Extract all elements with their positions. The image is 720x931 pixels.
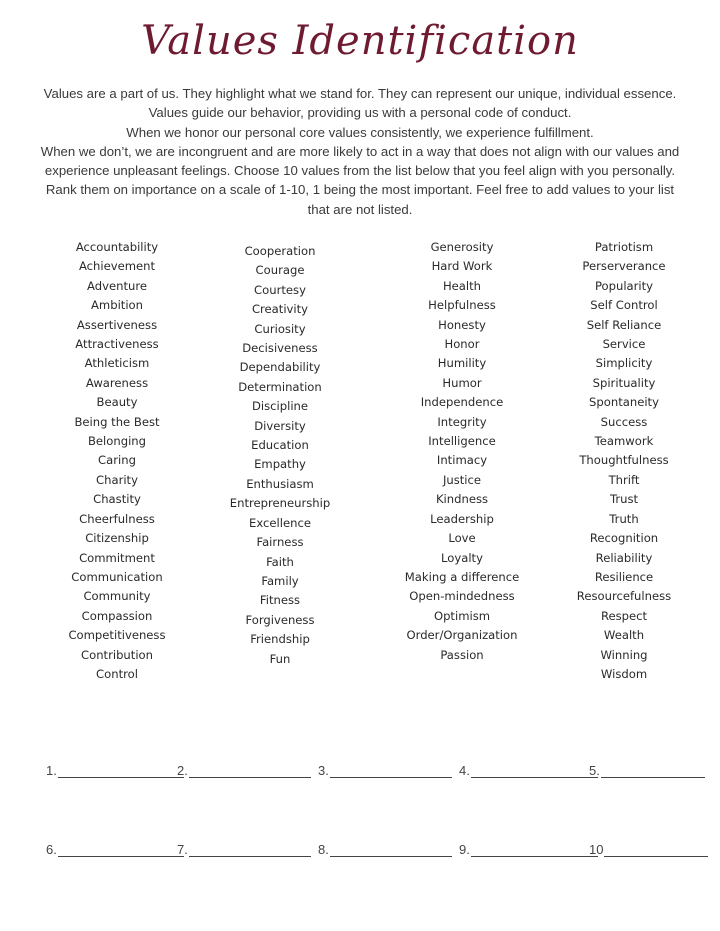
value-item: Self Control bbox=[590, 298, 658, 313]
value-item: Independence bbox=[420, 395, 504, 410]
rank-answer-line[interactable] bbox=[471, 842, 598, 857]
value-item: Teamwork bbox=[594, 434, 654, 449]
rank-blank[interactable] bbox=[177, 842, 311, 857]
intro-line: When we don’t, we are incongruent and are more likely to act in a way that does not align with our values and bbox=[40, 143, 680, 159]
value-item: Order/Organization bbox=[406, 628, 518, 643]
value-item: Compassion bbox=[81, 608, 153, 623]
value-item: Commitment bbox=[79, 550, 155, 565]
rank-blank[interactable] bbox=[459, 763, 598, 778]
rank-answer-line[interactable] bbox=[604, 842, 708, 857]
value-item: Perserverance bbox=[582, 259, 666, 274]
value-item: Thrift bbox=[608, 472, 640, 487]
value-item: Athleticism bbox=[84, 356, 150, 371]
rank-number: 4. bbox=[459, 763, 470, 778]
value-item: Truth bbox=[609, 511, 639, 526]
value-item: Self Reliance bbox=[586, 317, 662, 332]
value-item: Thoughtfulness bbox=[579, 453, 669, 468]
value-item: Integrity bbox=[437, 414, 487, 429]
value-item: Resilience bbox=[594, 569, 654, 584]
value-item: Simplicity bbox=[595, 356, 653, 371]
value-item: Awareness bbox=[85, 375, 149, 390]
value-item: Reliability bbox=[595, 550, 653, 565]
value-item: Cheerfulness bbox=[79, 511, 155, 526]
value-item: Caring bbox=[98, 453, 136, 468]
value-item: Excellence bbox=[249, 515, 311, 530]
rank-blank[interactable] bbox=[589, 842, 708, 857]
value-item: Competitiveness bbox=[68, 628, 166, 643]
value-item: Fun bbox=[269, 651, 291, 666]
value-item: Forgiveness bbox=[245, 612, 315, 627]
value-item: Diversity bbox=[254, 418, 306, 433]
value-item: Service bbox=[602, 337, 646, 352]
value-item: Wisdom bbox=[600, 666, 648, 681]
rank-answer-line[interactable] bbox=[189, 842, 311, 857]
value-item: Optimism bbox=[433, 608, 491, 623]
values-column-4 bbox=[544, 238, 704, 684]
intro-line: Rank them on importance on a scale of 1-10, 1 being the most important. Feel free to add values to your list bbox=[45, 182, 675, 198]
value-item: Friendship bbox=[250, 632, 310, 647]
value-item: Fitness bbox=[259, 593, 301, 608]
rank-blank[interactable] bbox=[459, 842, 598, 857]
rank-answer-line[interactable] bbox=[330, 763, 452, 778]
values-column-3 bbox=[382, 238, 542, 665]
rank-number: 7. bbox=[177, 842, 188, 857]
rank-number: 6. bbox=[46, 842, 57, 857]
value-item: Being the Best bbox=[74, 414, 160, 429]
value-item: Citizenship bbox=[85, 531, 149, 546]
values-column-1 bbox=[37, 238, 197, 684]
value-item: Courtesy bbox=[254, 282, 306, 297]
value-item: Determination bbox=[238, 379, 322, 394]
rank-number: 2. bbox=[177, 763, 188, 778]
value-item: Spontaneity bbox=[589, 395, 659, 410]
intro-line: When we honor our personal core values consistently, we experience fulfillment. bbox=[126, 124, 594, 140]
value-item: Popularity bbox=[594, 278, 654, 293]
value-item: Faith bbox=[266, 554, 294, 569]
rank-blank[interactable] bbox=[589, 763, 705, 778]
value-item: Decisiveness bbox=[242, 341, 318, 356]
value-item: Trust bbox=[609, 492, 639, 507]
rank-answer-line[interactable] bbox=[601, 763, 705, 778]
value-item: Beauty bbox=[96, 395, 138, 410]
value-item: Curiosity bbox=[254, 321, 306, 336]
value-item: Intimacy bbox=[436, 453, 488, 468]
value-item: Attractiveness bbox=[75, 337, 159, 352]
value-item: Humor bbox=[442, 375, 482, 390]
value-item: Intelligence bbox=[428, 434, 496, 449]
value-item: Honesty bbox=[438, 317, 486, 332]
value-item: Accountability bbox=[75, 240, 159, 254]
value-item: Success bbox=[600, 414, 648, 429]
value-item: Leadership bbox=[430, 511, 494, 526]
rank-answer-line[interactable] bbox=[330, 842, 452, 857]
value-item: Hard Work bbox=[431, 259, 493, 274]
value-item: Courage bbox=[255, 263, 305, 278]
value-item: Open-mindedness bbox=[409, 589, 515, 604]
value-item: Control bbox=[96, 666, 138, 681]
value-item: Enthusiasm bbox=[246, 476, 314, 491]
value-item: Chastity bbox=[93, 492, 141, 507]
value-item: Recognition bbox=[589, 531, 659, 546]
value-item: Contribution bbox=[81, 647, 153, 662]
value-item: Dependability bbox=[239, 360, 321, 375]
value-item: Love bbox=[448, 531, 476, 546]
ranking-row-2 bbox=[0, 842, 720, 862]
value-item: Fairness bbox=[256, 535, 304, 550]
value-item: Spirituality bbox=[592, 375, 656, 390]
rank-answer-line[interactable] bbox=[471, 763, 598, 778]
value-item: Empathy bbox=[254, 457, 306, 472]
value-item: Assertiveness bbox=[76, 317, 158, 332]
rank-number: 3. bbox=[318, 763, 329, 778]
value-item: Family bbox=[261, 573, 299, 588]
value-item: Kindness bbox=[435, 492, 489, 507]
value-item: Discipline bbox=[251, 399, 309, 414]
rank-blank[interactable] bbox=[318, 842, 452, 857]
intro-line: that are not listed. bbox=[307, 201, 413, 217]
rank-answer-line[interactable] bbox=[58, 842, 184, 857]
value-item: Health bbox=[442, 278, 482, 293]
rank-blank[interactable] bbox=[177, 763, 311, 778]
value-item: Helpfulness bbox=[428, 298, 496, 313]
ranking-row-1 bbox=[0, 763, 720, 783]
rank-number: 9. bbox=[459, 842, 470, 857]
value-item: Generosity bbox=[430, 240, 494, 254]
value-item: Creativity bbox=[251, 302, 309, 317]
rank-number: 8. bbox=[318, 842, 329, 857]
rank-number: 5. bbox=[589, 763, 600, 778]
value-item: Communication bbox=[71, 569, 163, 584]
value-item: Adventure bbox=[87, 278, 147, 293]
value-item: Honor bbox=[444, 337, 480, 352]
rank-number: 10 bbox=[589, 842, 604, 857]
value-item: Cooperation bbox=[244, 244, 316, 258]
value-item: Resourcefulness bbox=[576, 589, 672, 604]
rank-number: 1. bbox=[46, 763, 57, 778]
value-item: Community bbox=[83, 589, 151, 604]
rank-blank[interactable] bbox=[46, 763, 184, 778]
intro-line: experience unpleasant feelings. Choose 10 values from the list below that you feel align with you personally. bbox=[44, 163, 676, 179]
rank-blank[interactable] bbox=[318, 763, 452, 778]
value-item: Loyalty bbox=[441, 550, 483, 565]
value-item: Wealth bbox=[603, 628, 645, 643]
value-item: Passion bbox=[440, 647, 484, 662]
value-item: Winning bbox=[600, 647, 648, 662]
intro-line: Values are a part of us. They highlight what we stand for. They can represent our unique, individual essence. bbox=[43, 86, 677, 101]
page-title: Values Identification bbox=[141, 18, 579, 64]
value-item: Respect bbox=[600, 608, 648, 623]
value-item: Charity bbox=[96, 472, 138, 487]
value-item: Education bbox=[251, 438, 309, 453]
value-item: Justice bbox=[442, 472, 482, 487]
value-item: Achievement bbox=[78, 259, 156, 274]
value-item: Belonging bbox=[87, 434, 147, 449]
value-item: Entrepreneurship bbox=[229, 496, 331, 511]
value-item: Humility bbox=[437, 356, 487, 371]
value-item: Ambition bbox=[90, 298, 143, 313]
rank-answer-line[interactable] bbox=[58, 763, 184, 778]
value-item: Patriotism bbox=[594, 240, 654, 254]
rank-answer-line[interactable] bbox=[189, 763, 311, 778]
value-item: Making a difference bbox=[404, 569, 520, 584]
values-column-2 bbox=[200, 242, 360, 669]
rank-blank[interactable] bbox=[46, 842, 184, 857]
intro-line: Values guide our behavior, providing us with a personal code of conduct. bbox=[148, 105, 572, 121]
